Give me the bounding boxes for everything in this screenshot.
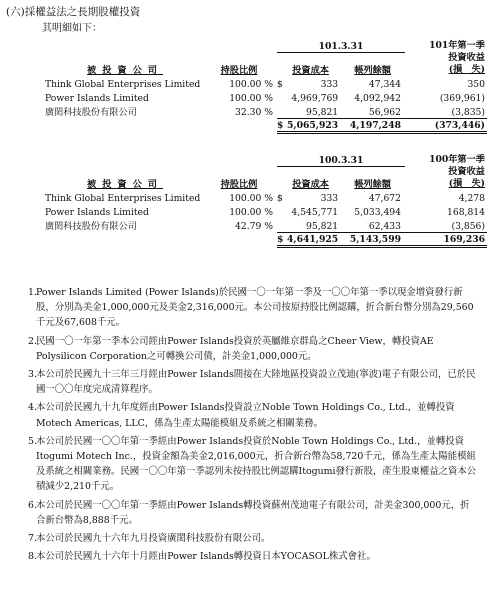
note-item: 7. 本公司於民國九十六年九月投資廣閎科技股份有限公司。 bbox=[28, 533, 271, 545]
col-cost: 投資成本 bbox=[292, 65, 329, 76]
notes-list bbox=[28, 285, 478, 567]
col-cost: 投資成本 bbox=[292, 179, 329, 190]
note-item: 4. 本公司於民國九十九年度經由Power Islands投資設立Noble Town Holdings Co., Ltd.，並轉投資Motech Americas, LLC，係為生產太陽能模組及系統之相關業務。 bbox=[28, 402, 455, 429]
col-ownership: 持股比例 bbox=[220, 179, 258, 190]
table-row: Power Islands Limited 100.00 % 4,969,769 4,092,942 (369,961) bbox=[45, 93, 485, 104]
table-row: Think Global Enterprises Limited 100.00 % $ 333 47,672 4,278 bbox=[45, 193, 485, 204]
gain-header: 101年第一季 投資收益 (損 失) bbox=[429, 40, 485, 75]
table-date-header: 100.3.31 bbox=[277, 152, 405, 166]
total-row: $ 4,641,925 5,143,599 169,236 bbox=[277, 233, 485, 245]
col-investee: 被投資公司 bbox=[87, 65, 163, 76]
col-book-value: 帳列餘額 bbox=[354, 65, 391, 76]
note-item: 2. 民國一〇一年第一季本公司經由Power Islands投資於英屬維京群島之Cheer View，轉投資AE Polysilicon Corporation之可轉換公司債，計美金1,000,000元。 bbox=[28, 335, 434, 362]
col-investee: 被投資公司 bbox=[87, 179, 163, 190]
note-item: 5. 本公司於民國一〇〇年第一季經由Power Islands投資於Noble Town Holdings Co., Ltd.，並轉投資Itogumi Motech Inc.，投資金額為美金2,016,000元，折合新台幣為58,720千元，係為生產太陽能模組及系統之相關業務。民國一〇〇年第一季認列未按持股比例認購Itogumi發行新股，產生股東權益之資本公積減少2,210千元。 bbox=[28, 435, 477, 493]
note-item: 6. 本公司於民國一〇〇年第一季經由Power Islands轉投資蘇州茂迪電子有限公司，計美金300,000元，折合新台幣為8,888千元。 bbox=[28, 499, 470, 526]
table-row: 廣閎科技股份有限公司 42.79 % 95,821 62,433 (3,856) bbox=[45, 218, 487, 232]
note-item: 3. 本公司於民國九十三年三月經由Power Islands間接在大陸地區投資設立茂迪(寧波)電子有限公司，已於民國一〇〇年度完成清算程序。 bbox=[28, 369, 476, 396]
table-row: Power Islands Limited 100.00 % 4,545,771 5,033,494 168,814 bbox=[45, 207, 485, 218]
gain-header: 100年第一季 投資收益 (損 失) bbox=[429, 154, 485, 189]
table-row: Think Global Enterprises Limited 100.00 % $ 333 47,344 350 bbox=[45, 79, 485, 90]
section-heading: (六)採權益法之長期股權投資 bbox=[6, 6, 141, 18]
col-ownership: 持股比例 bbox=[220, 65, 258, 76]
section-subheading: 其明細如下： bbox=[42, 23, 102, 34]
col-book-value: 帳列餘額 bbox=[354, 179, 391, 190]
total-row: $ 5,065,923 4,197,248 (373,446) bbox=[277, 119, 485, 131]
note-item: 8. 本公司於民國九十六年十月經由Power Islands轉投資日本YOCASOL株式會社。 bbox=[28, 551, 376, 563]
note-item: 1. Power Islands Limited (Power Islands)於民國一〇一年第一季及一〇〇年第一季以現金增資發行新股，分別為美金1,000,000元及美金2,316,000元。本公司按原持股比例認購，折合新台幣分別為29,560千元及67,608千元。 bbox=[28, 287, 474, 329]
table-date-header: 101.3.31 bbox=[277, 38, 405, 52]
investment-table-2012 bbox=[45, 38, 487, 134]
investment-table-2011 bbox=[45, 152, 487, 248]
table-row: 廣閎科技股份有限公司 32.30 % 95,821 56,962 (3,835) bbox=[45, 104, 487, 118]
